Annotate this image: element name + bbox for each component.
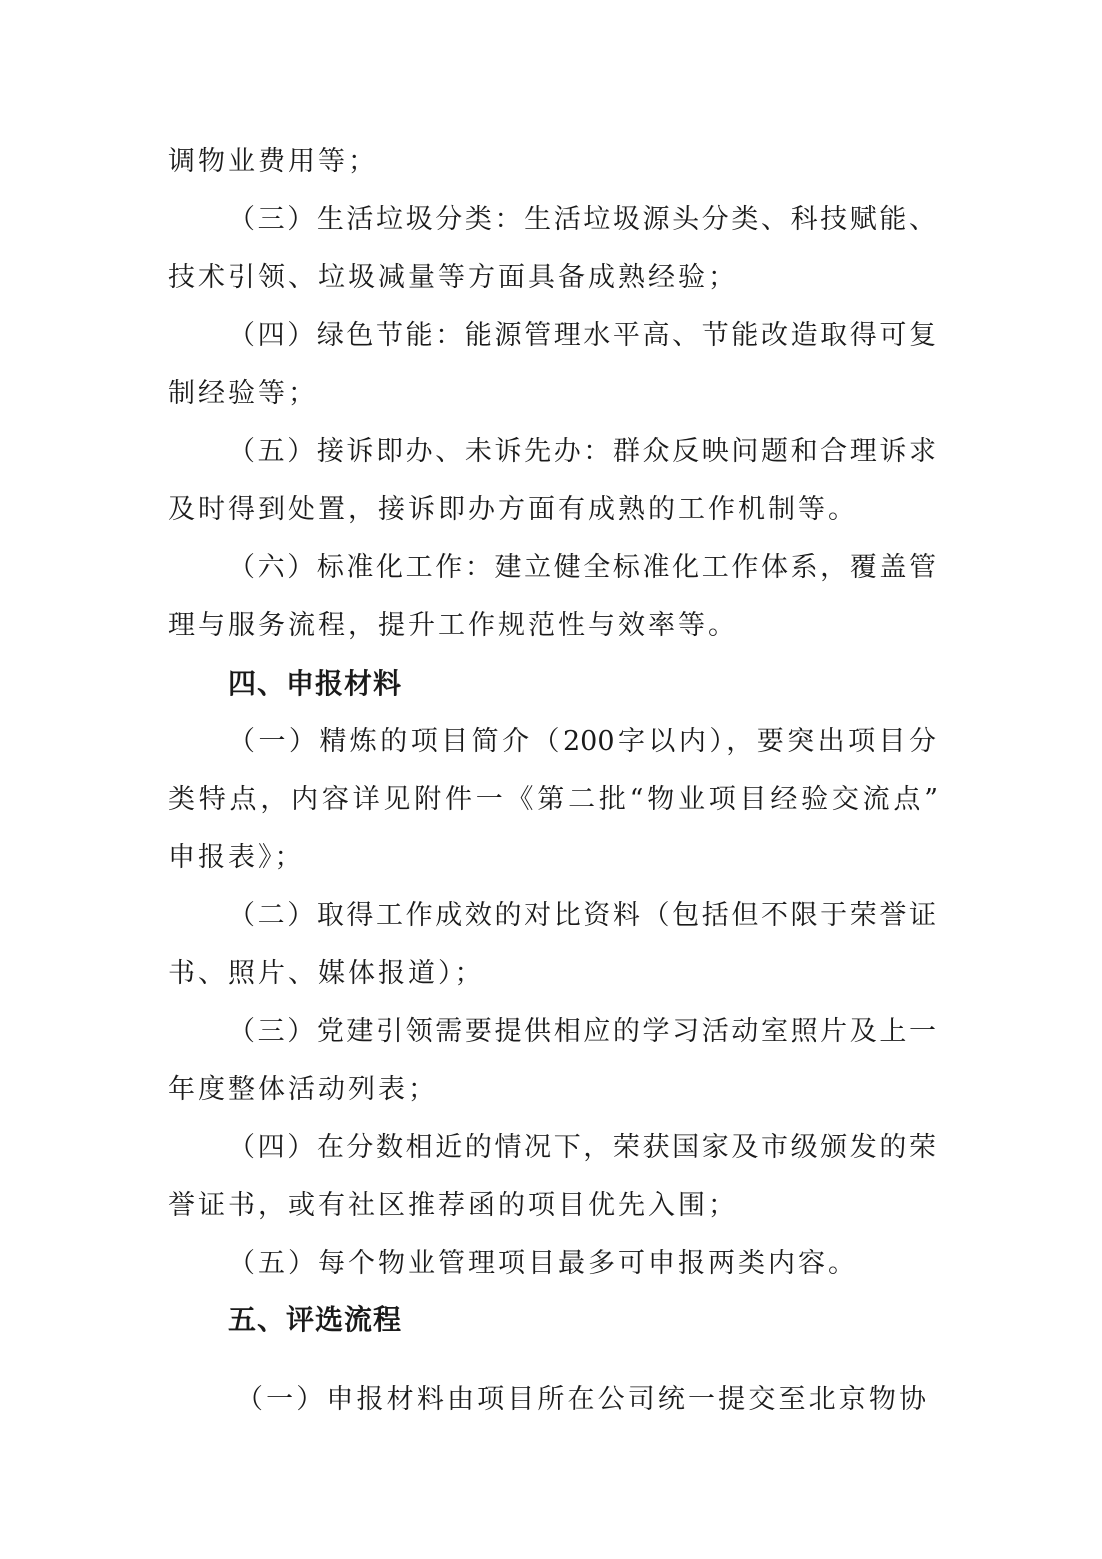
paragraph-line: （五）每个物业管理项目最多可申报两类内容。	[228, 1248, 858, 1279]
paragraph-line: 申报表》；	[168, 842, 305, 873]
paragraph-line: 理与服务流程，提升工作规范性与效率等。	[168, 610, 738, 641]
paragraph-line: （四）绿色节能：能源管理水平高、节能改造取得可复	[228, 320, 936, 351]
paragraph-line: （三）党建引领需要提供相应的学习活动室照片及上一	[228, 1016, 936, 1047]
paragraph-line: （二）取得工作成效的对比资料（包括但不限于荣誉证	[228, 900, 936, 931]
paragraph-line: 技术引领、垃圾减量等方面具备成熟经验；	[168, 262, 738, 293]
paragraph-line: 誉证书，或有社区推荐函的项目优先入围；	[168, 1190, 738, 1221]
paragraph-line: 及时得到处置，接诉即办方面有成熟的工作机制等。	[168, 494, 858, 525]
paragraph-line: 类特点，内容详见附件一《第二批“物业项目经验交流点”	[168, 784, 938, 815]
paragraph-line: 调物业费用等；	[168, 146, 378, 177]
paragraph-line: （六）标准化工作：建立健全标准化工作体系，覆盖管	[228, 552, 936, 583]
paragraph-line: 年度整体活动列表；	[168, 1074, 438, 1105]
paragraph-line: 制经验等；	[168, 378, 318, 409]
paragraph-line: （三）生活垃圾分类：生活垃圾源头分类、科技赋能、	[228, 204, 936, 235]
paragraph-line: （五）接诉即办、未诉先办：群众反映问题和合理诉求	[228, 436, 936, 467]
paragraph-line: （一）精炼的项目简介（200字以内），要突出项目分	[228, 726, 936, 757]
paragraph-line: 书、照片、媒体报道）；	[168, 958, 485, 989]
paragraph-line: （四）在分数相近的情况下，荣获国家及市级颁发的荣	[228, 1132, 936, 1163]
section-heading: 四、申报材料	[228, 667, 403, 700]
section-heading: 五、评选流程	[228, 1303, 403, 1336]
paragraph-line: （一）申报材料由项目所在公司统一提交至北京物协	[236, 1384, 926, 1415]
